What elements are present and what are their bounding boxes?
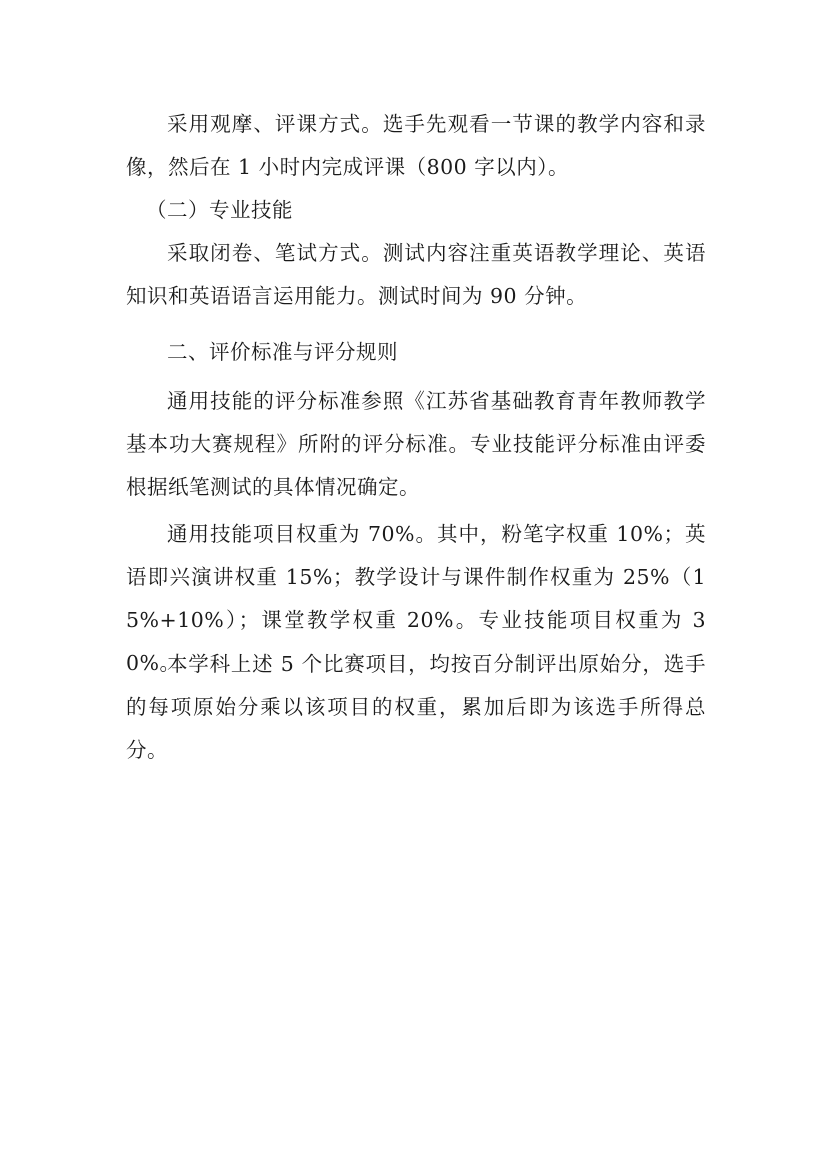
heading-evaluation-criteria: 二、评价标准与评分规则 [167, 340, 398, 364]
paragraph-professional-skills: 采取闭卷、笔试方式。测试内容注重英语教学理论、英语知识和英语语言运用能力。测试时间为 90 分钟。 [126, 241, 706, 308]
paragraph-weights: 通用技能项目权重为 70%。其中，粉笔字权重 10%；英语即兴演讲权重 15%；教学设计与课件制作权重为 25%（15%+10%）；课堂教学权重 20%。专业技能项目权重为 30%。 [126, 522, 706, 675]
paragraph-total-score: 本学科上述 5 个比赛项目，均按百分制评出原始分，选手的每项原始分乘以该项目的权重，累加后即为该选手所得总分。 [126, 652, 706, 762]
paragraph-scoring-standards: 通用技能的评分标准参照《江苏省基础教育青年教师教学基本功大赛规程》所附的评分标准。专业技能评分标准由评委根据纸笔测试的具体情况确定。 [126, 389, 706, 499]
heading-professional-skills: （二）专业技能 [146, 198, 293, 222]
paragraph-lesson-evaluation: 采用观摩、评课方式。选手先观看一节课的教学内容和录像，然后在 1 小时内完成评课（800 字以内）。 [126, 112, 706, 179]
